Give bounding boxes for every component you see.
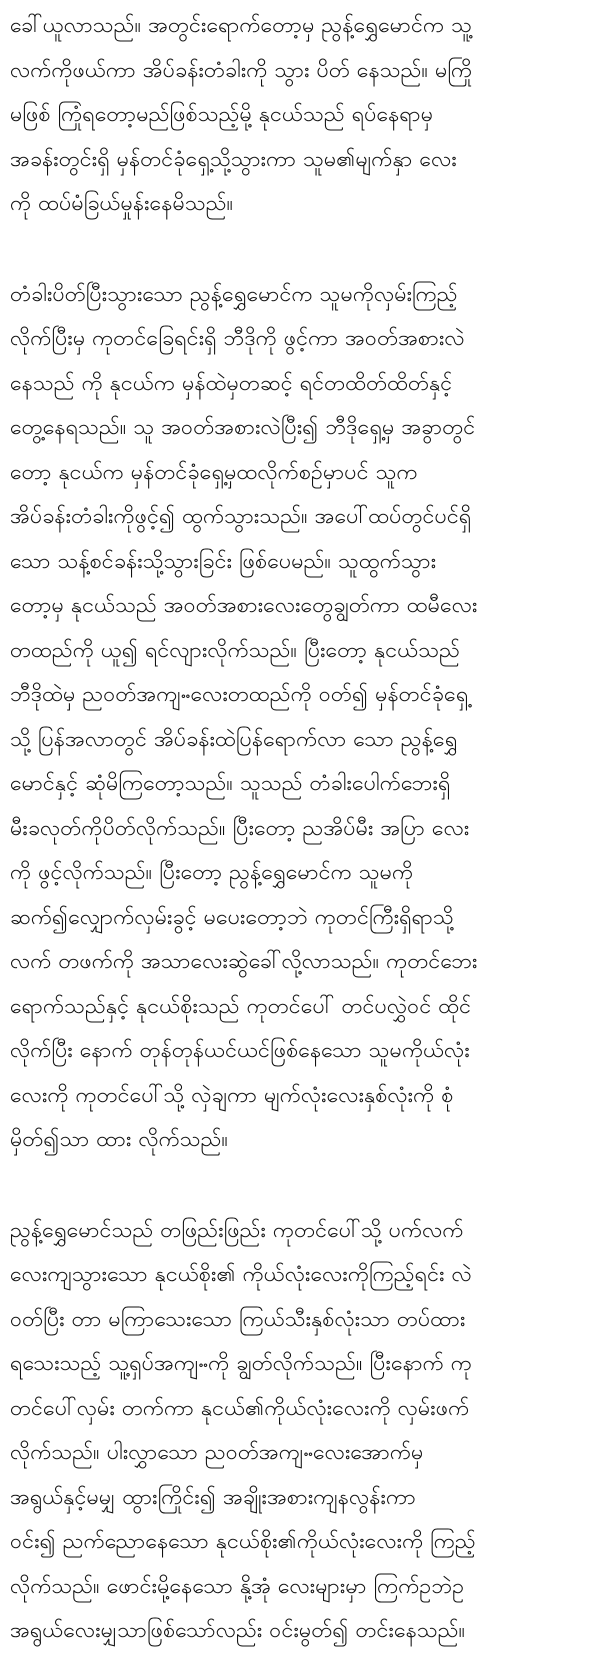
text-line: အရွယ်နှင့်မမျှ ထွားကြိုင်း၍ အချိုးအစားကျနလွန်းကာ <box>10 1484 416 1510</box>
text-line: ဝင်း၍ ညက်ညောနေသော နုငယ်စိုး၏ကိုယ်လုံးလေးကို ကြည့် <box>10 1529 476 1554</box>
text-line: လက် တဖက်ကို အသာလေးဆွဲခေါ်လို့လာသည်။ ကုတင်ဘေး <box>10 949 478 974</box>
text-line: ရောက်သည်နှင့် နုငယ်စိုးသည် ကုတင်ပေါ် တင်ပလွှဲဝင် ထိုင် <box>10 993 472 1019</box>
paragraph-gap <box>10 227 590 273</box>
text-line: လေးကျသွားသော နုငယ်စိုး၏ ကိုယ်လုံးလေးကိုကြည့်ရင်း လဲ <box>10 1262 472 1287</box>
text-line: လိုက်ပြီး နောက် တုန်တုန်ယင်ယင်ဖြစ်နေသော သူမကိုယ်လုံး <box>10 1038 470 1063</box>
text-line: ဝတ်ပြီး တာ မကြာသေးသော ကြယ်သီးနှစ်လုံးသာ တပ်ထား <box>10 1306 466 1332</box>
text-line: သော သန့်စင်ခန်းသို့သွားခြင်း ဖြစ်ပေမည်။ သူထွက်သွား <box>10 548 437 574</box>
text-line: မဖြစ် ကြုံရတော့မည်ဖြစ်သည့်မို့ နုငယ်သည် ရပ်နေရာမှ <box>10 102 434 127</box>
text-line: တော့ နုငယ်က မှန်တင်ခုံရှေ့မှထလိုက်စဉ်မှာပင် သူက <box>10 459 418 485</box>
text-line: လိုက်သည်။ ပါးလွှာသော ညဝတ်အကျႌလေးအောက်မှ <box>10 1440 424 1465</box>
text-line: လေးကို ကုတင်ပေါ်သို့ လှဲချကာ မျက်လုံးလေးနှစ်လုံးကို စုံ <box>10 1082 454 1108</box>
text-line: လက်ကိုဖယ်ကာ အိပ်ခန်းတံခါးကို သွား ပိတ် နေသည်။ မကြို <box>10 57 473 83</box>
text-line: ကို ထပ်မံခြယ်မှုန်းနေမိသည်။ <box>10 191 234 216</box>
text-line: ကို ဖွင့်လိုက်သည်။ ပြီးတော့ ညွန့်ရွှေမောင်က သူမကို <box>10 860 414 885</box>
text-line: တော့မှ နုငယ်သည် အဝတ်အစားလေးတွေချွတ်ကာ ထမီလေး <box>10 593 478 618</box>
paragraph-3 <box>10 1209 590 1654</box>
text-line: ဆက်၍လျှောက်လှမ်းခွင့် မပေးတော့ဘဲ ကုတင်ကြီးရှိရာသို့ <box>10 904 454 930</box>
text-line: လိုက်ပြီးမှ ကုတင်ခြေရင်းရှိ ဘီဒိုကို ဖွင့်ကာ အဝတ်အစားလဲ <box>10 326 465 351</box>
text-line: ညွန့်ရွှေမောင်သည် တဖြည်းဖြည်း ကုတင်ပေါ်သို့ ပက်လက် <box>10 1217 464 1243</box>
text-line: လိုက်သည်။ ဖောင်းမို့နေသော နို့အုံ လေးများမှာ ကြက်ဥဘဲဥ <box>10 1573 465 1599</box>
text-line: မှိတ်၍သာ ထား လိုက်သည်။ <box>10 1127 229 1152</box>
text-line: မီးခလုတ်ကိုပိတ်လိုက်သည်။ ပြီးတော့ ညအိပ်မီး အပြာ လေး <box>10 815 470 841</box>
text-line: တထည်ကို ယူ၍ ရင်လျားလိုက်သည်။ ပြီးတော့ နုငယ်သည် <box>10 637 460 663</box>
paragraph-gap <box>10 1163 590 1209</box>
text-line: အရွယ်လေးမျှသာဖြစ်သော်လည်း ဝင်းမွတ်၍ တင်းနေသည်။ <box>10 1618 466 1643</box>
text-line: ခေါ်ယူလာသည်။ အတွင်းရောက်တော့မှ ညွန့်ရွှေမောင်က သူ့ <box>10 13 472 38</box>
paragraph-2 <box>10 273 590 1163</box>
text-line: ရသေးသည့် သူ့ရှပ်အကျႌကို ချွတ်လိုက်သည်။ ပြီးနောက် ကု <box>10 1351 472 1376</box>
text-line: တံခါးပိတ်ပြီးသွားသော ညွန့်ရွှေမောင်က သူမကိုလှမ်းကြည့် <box>10 281 458 307</box>
text-line: အိပ်ခန်းတံခါးကိုဖွင့်၍ ထွက်သွားသည်။ အပေါ်ထပ်တွင်ပင်ရှိ <box>10 504 472 529</box>
text-line: သို့ ပြန်အလာတွင် အိပ်ခန်းထဲပြန်ရောက်လာ သော ညွန့်ရွှေ <box>10 726 458 752</box>
text-line: တင်ပေါ်လှမ်း တက်ကာ နုငယ်၏ကိုယ်လုံးလေးကို လှမ်းဖက် <box>10 1395 470 1421</box>
text-line: နေသည် ကို နုငယ်က မှန်ထဲမှတဆင့် ရင်တထိတ်ထိတ်နှင့် <box>10 370 453 396</box>
text-line: တွေ့နေရသည်။ သူ အဝတ်အစားလဲပြီး၍ ဘီဒိုရှေ့မှ အခွာတွင် <box>10 415 476 440</box>
text-line: ဘီဒိုထဲမှ ညဝတ်အကျႌလေးတထည်ကို ဝတ်၍ မှန်တင်ခုံရှေ့ <box>10 682 469 707</box>
text-line: မောင်နှင့် ဆုံမိကြတော့သည်။ သူသည် တံခါးပေါက်ဘေးရှိ <box>10 771 451 796</box>
text-line: အခန်းတွင်းရှိ မှန်တင်ခုံရှေ့သို့သွားကာ သူမ၏မျက်နှာ လေး <box>10 146 457 172</box>
paragraph-1 <box>10 4 590 227</box>
